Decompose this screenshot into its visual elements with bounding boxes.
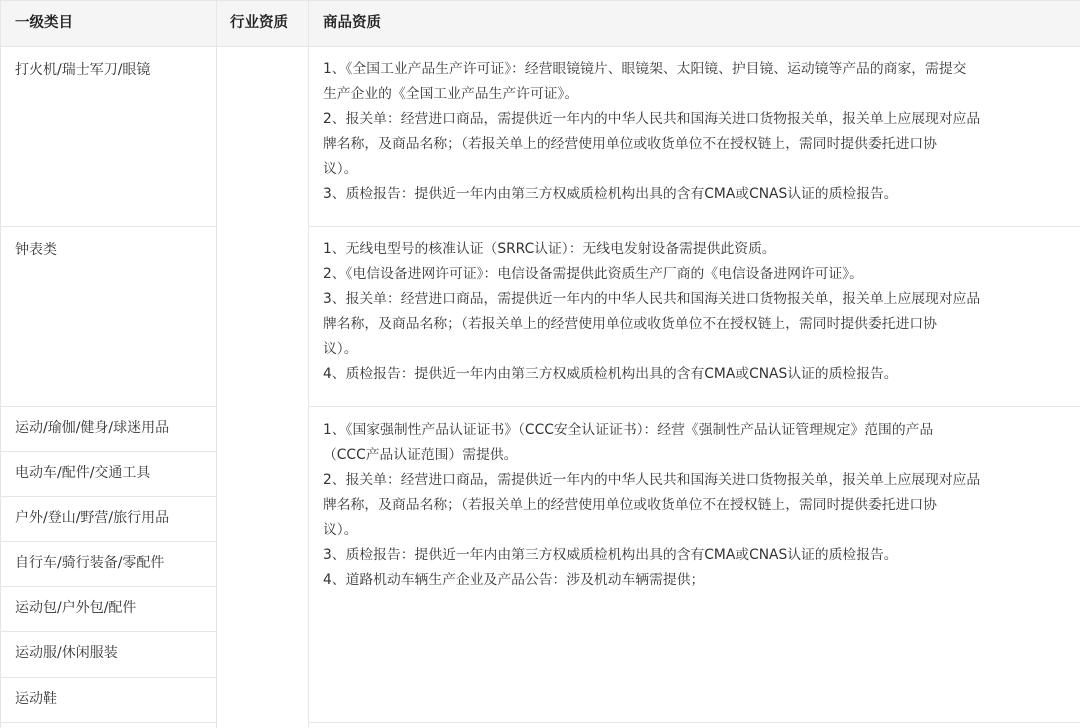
qualification-line: 议）。 bbox=[323, 161, 358, 177]
category-cell-partial bbox=[0, 722, 216, 728]
category-cell: 电动车/配件/交通工具 bbox=[0, 451, 216, 496]
product-qualification-cell bbox=[308, 406, 1080, 722]
qualification-line: 1、无线电型号的核准认证（SRRC认证）：无线电发射设备需提供此资质。 bbox=[323, 241, 776, 257]
product-qualification-cell-partial bbox=[308, 722, 1080, 728]
category-cell: 运动/瑜伽/健身/球迷用品 bbox=[0, 406, 216, 451]
qualification-line: 1、《全国工业产品生产许可证》：经营眼镜镜片、眼镜架、太阳镜、护目镜、运动镜等产品的商家，需提交 bbox=[323, 61, 967, 77]
category-cell: 自行车/骑行装备/零配件 bbox=[0, 541, 216, 586]
qualification-line: 4、道路机动车辆生产企业及产品公告：涉及机动车辆需提供； bbox=[323, 572, 705, 588]
qualification-line: 议）。 bbox=[323, 522, 358, 538]
qualification-line: 3、质检报告：提供近一年内由第三方权威质检机构出具的含有CMA或CNAS认证的质检报告。 bbox=[323, 186, 898, 202]
header-product: 商品资质 bbox=[308, 0, 1080, 46]
qualification-line: 3、报关单：经营进口商品，需提供近一年内的中华人民共和国海关进口货物报关单，报关单上应展现对应品 bbox=[323, 291, 981, 307]
qualification-line: 2、《电信设备进网许可证》：电信设备需提供此资质生产厂商的《电信设备进网许可证》。 bbox=[323, 266, 863, 282]
qualification-line: 3、质检报告：提供近一年内由第三方权威质检机构出具的含有CMA或CNAS认证的质检报告。 bbox=[323, 547, 898, 563]
qualification-line: 议）。 bbox=[323, 341, 358, 357]
qualification-line: 2、报关单：经营进口商品，需提供近一年内的中华人民共和国海关进口货物报关单，报关单上应展现对应品 bbox=[323, 472, 981, 488]
product-qualification-cell bbox=[308, 46, 1080, 226]
category-cell: 运动服/休闲服装 bbox=[0, 631, 216, 677]
category-cell: 钟表类 bbox=[0, 226, 216, 406]
qualification-line: 生产企业的《全国工业产品生产许可证》。 bbox=[323, 86, 579, 102]
category-cell: 户外/登山/野营/旅行用品 bbox=[0, 496, 216, 541]
qualification-line: 牌名称，及商品名称；（若报关单上的经营使用单位或收货单位不在授权链上，需同时提供委托进口协 bbox=[323, 316, 937, 332]
qualification-line: （CCC产品认证范围）需提供。 bbox=[323, 447, 518, 463]
category-cell: 打火机/瑞士军刀/眼镜 bbox=[0, 46, 216, 226]
category-cell: 运动包/户外包/配件 bbox=[0, 586, 216, 631]
industry-qualification-cell bbox=[216, 46, 308, 728]
product-qualification-cell bbox=[308, 226, 1080, 406]
qualification-line: 2、报关单：经营进口商品，需提供近一年内的中华人民共和国海关进口货物报关单，报关单上应展现对应品 bbox=[323, 111, 981, 127]
header-industry: 行业资质 bbox=[216, 0, 308, 46]
qualification-line: 牌名称，及商品名称；（若报关单上的经营使用单位或收货单位不在授权链上，需同时提供委托进口协 bbox=[323, 136, 937, 152]
qualification-line: 1、《国家强制性产品认证证书》（CCC安全认证证书）：经营《强制性产品认证管理规定》范围的产品 bbox=[323, 422, 934, 438]
qualification-line: 牌名称，及商品名称；（若报关单上的经营使用单位或收货单位不在授权链上，需同时提供委托进口协 bbox=[323, 497, 937, 513]
qualification-line: 4、质检报告：提供近一年内由第三方权威质检机构出具的含有CMA或CNAS认证的质检报告。 bbox=[323, 366, 898, 382]
header-category: 一级类目 bbox=[0, 0, 216, 46]
category-cell: 运动鞋 bbox=[0, 677, 216, 722]
